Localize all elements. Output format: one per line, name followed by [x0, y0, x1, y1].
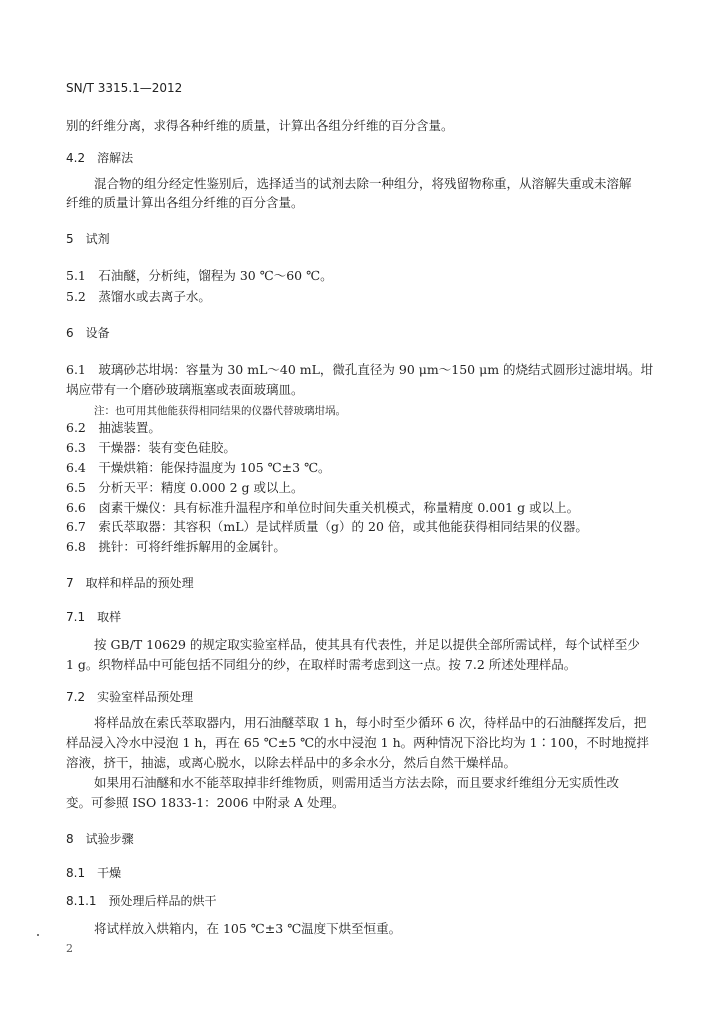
section-heading-6: 6 设备 [66, 326, 110, 340]
section-heading-7: 7 取样和样品的预处理 [66, 576, 194, 590]
note-6-1: 注：也可用其他能获得相同结果的仪器代替玻璃坩埚。 [94, 405, 346, 417]
paragraph-line: 变。可参照 ISO 1833-1：2006 中附录 A 处理。 [66, 795, 345, 810]
clause-6-1: 6.1 玻璃砂芯坩埚：容量为 30 mL～40 mL，微孔直径为 90 μm～150 μm 的烧结式圆形过滤坩埚。坩 [66, 362, 654, 377]
paragraph-line: 样品浸入冷水中浸泡 1 h，再在 65 ℃±5 ℃的水中浸泡 1 h。两种情况下浴比均为 1∶100，不时地搅拌 [66, 735, 649, 750]
paragraph-line: 将样品放在索氏萃取器内，用石油醚萃取 1 h，每小时至少循环 6 次，待样品中的石油醚挥发后，把 [94, 715, 647, 730]
standard-id-header: SN/T 3315.1—2012 [66, 81, 183, 95]
clause-6-8: 6.8 挑针：可将纤维拆解用的金属针。 [66, 539, 286, 554]
clause-6-3: 6.3 干燥器：装有变色硅胶。 [66, 440, 236, 455]
clause-6-2: 6.2 抽滤装置。 [66, 420, 161, 435]
section-heading-8-1-1: 8.1.1 预处理后样品的烘干 [66, 894, 217, 908]
clause-5-2: 5.2 蒸馏水或去离子水。 [66, 289, 211, 304]
scan-speck [37, 934, 39, 936]
clause-6-6: 6.6 卤素干燥仪：具有标准升温程序和单位时间失重关机模式，称量精度 0.001 g 或以上。 [66, 500, 580, 515]
clause-6-7: 6.7 索氏萃取器：其容积（mL）是试样质量（g）的 20 倍，或其他能获得相同结果的仪器。 [66, 519, 588, 534]
paragraph-line: 混合物的组分经定性鉴别后，选择适当的试剂去除一种组分，将残留物称重，从溶解失重或未溶解 [94, 176, 632, 191]
clause-5-1: 5.1 石油醚，分析纯，馏程为 30 ℃～60 ℃。 [66, 268, 333, 283]
paragraph-line: 别的纤维分离，求得各种纤维的质量，计算出各组分纤维的百分含量。 [66, 118, 454, 133]
paragraph-line: 纤维的质量计算出各组分纤维的百分含量。 [66, 195, 304, 210]
paragraph-line: 溶液，挤干，抽滤，或离心脱水，以除去样品中的多余水分，然后自然干燥样品。 [66, 755, 517, 770]
clause-6-5: 6.5 分析天平：精度 0.000 2 g 或以上。 [66, 480, 304, 495]
paragraph-line: 按 GB/T 10629 的规定取实验室样品，使其具有代表性，并足以提供全部所需试样，每个试样至少 [94, 637, 640, 652]
paragraph-line: 将试样放入烘箱内，在 105 ℃±3 ℃温度下烘至恒重。 [94, 921, 402, 936]
page-number: 2 [66, 942, 73, 955]
section-heading-7-1: 7.1 取样 [66, 610, 122, 624]
clause-6-4: 6.4 干燥烘箱：能保持温度为 105 ℃±3 ℃。 [66, 460, 331, 475]
section-heading-8: 8 试验步骤 [66, 832, 134, 846]
section-heading-7-2: 7.2 实验室样品预处理 [66, 690, 194, 704]
section-heading-4-2: 4.2 溶解法 [66, 151, 134, 165]
section-heading-8-1: 8.1 干燥 [66, 866, 122, 880]
clause-6-1-cont: 埚应带有一个磨砂玻璃瓶塞或表面玻璃皿。 [66, 382, 304, 397]
paragraph-line: 1 g。织物样品中可能包括不同组分的纱，在取样时需考虑到这一点。按 7.2 所述处理样品。 [66, 657, 577, 672]
section-heading-5: 5 试剂 [66, 232, 110, 246]
paragraph-line: 如果用石油醚和水不能萃取掉非纤维物质，则需用适当方法去除，而且要求纤维组分无实质性改 [94, 775, 620, 790]
